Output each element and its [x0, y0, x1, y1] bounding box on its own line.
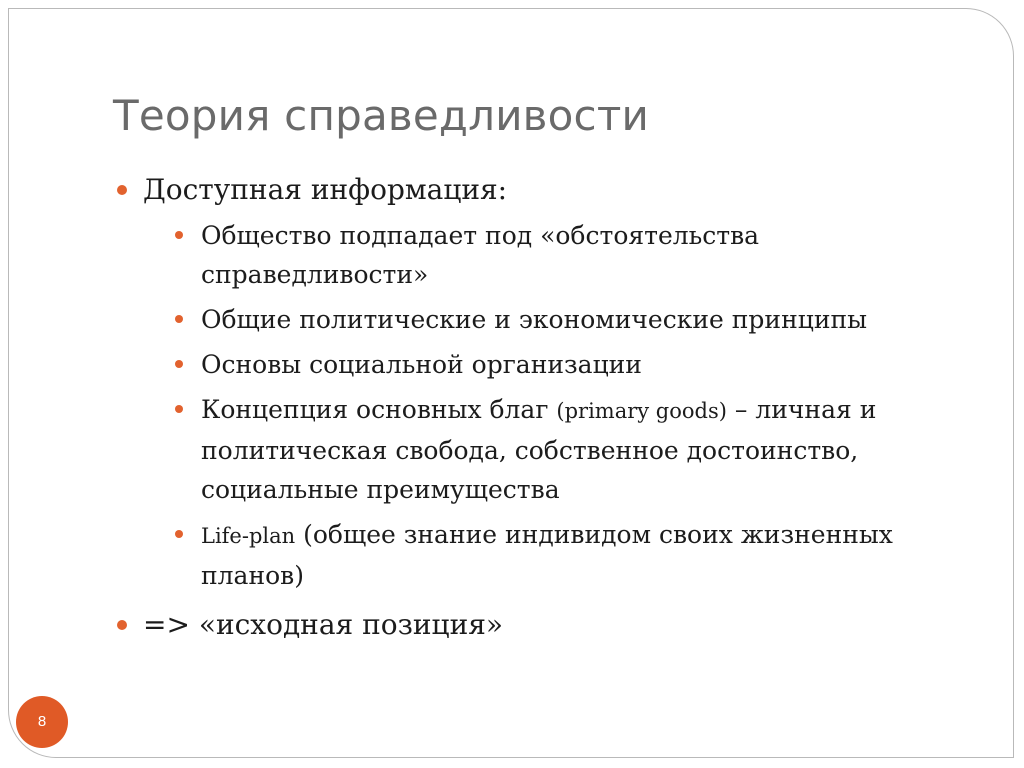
- bullet-dot-icon: [117, 620, 127, 630]
- sub-bullet-item-life-plan: [175, 515, 987, 595]
- bullet-item-available-information: [117, 168, 987, 595]
- primary-goods-term: (primary goods): [556, 399, 727, 423]
- bullet-dot-icon: [117, 185, 127, 195]
- sub-bullet-text: Концепция основных благ: [201, 395, 557, 424]
- sub-bullet-text: Основы социальной организации: [201, 350, 642, 379]
- slide-title: Теория справедливости: [113, 91, 649, 140]
- sub-bullet-item-primary-goods: [175, 390, 987, 509]
- bullet-dot-icon: [175, 530, 183, 538]
- bullet-dot-icon: [175, 405, 183, 413]
- bullet-text: => «исходная позиция»: [143, 608, 504, 641]
- bullet-dot-icon: [175, 360, 183, 368]
- sub-bullet-item-principles: [175, 300, 987, 339]
- sub-bullet-text: Общество подпадает под «обстоятельства справедливости»: [201, 221, 760, 289]
- bullet-text: Доступная информация:: [143, 173, 508, 206]
- sub-bullet-text-continued: (общее знание индивидом своих жизненных планов): [201, 520, 893, 590]
- bullet-dot-icon: [175, 231, 183, 239]
- bullet-dot-icon: [175, 315, 183, 323]
- sub-bullet-text-continued: – личная и политическая свобода, собственное достоинство, социальные преимущества: [201, 395, 877, 504]
- bullet-item-original-position: [117, 603, 987, 647]
- sub-bullet-item-justice-circumstances: [175, 216, 987, 294]
- bullet-list: [117, 168, 987, 647]
- life-plan-term: Life-plan: [201, 524, 296, 548]
- slide-content: [117, 168, 987, 647]
- sub-bullet-text: Общие политические и экономические принципы: [201, 305, 868, 334]
- sub-bullet-list: [143, 216, 987, 595]
- sub-bullet-item-social-organization: [175, 345, 987, 384]
- page-number-badge: 8: [16, 696, 68, 748]
